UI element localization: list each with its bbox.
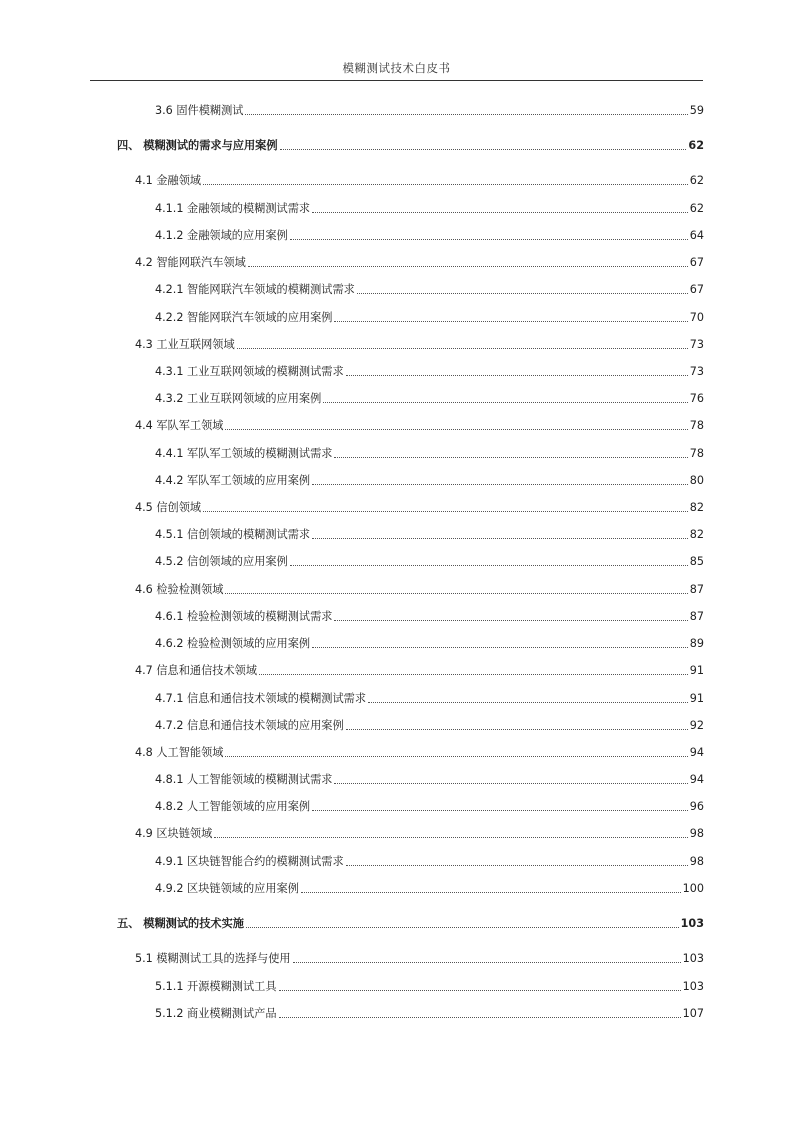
toc-page-number: 92 [689,719,704,732]
toc-page-number: 62 [688,139,704,152]
toc-entry-4-8-2[interactable] [155,798,704,814]
toc-entry-label: 3.6 固件模糊测试 [155,104,244,117]
toc-page-number: 91 [689,664,704,677]
toc-entry-label: 4.1.2 金融领域的应用案例 [155,229,288,242]
toc-entry-4-8[interactable] [135,744,704,760]
toc-entry-4-4-1[interactable] [155,445,704,461]
dot-leader [245,114,687,115]
toc-page-number: 67 [689,256,704,269]
toc-entry-4-2-2[interactable] [155,309,704,325]
toc-entry-label: 4.8 人工智能领域 [135,746,224,759]
toc-entry-5-1[interactable] [135,950,704,966]
toc-page-number: 82 [689,501,704,514]
toc-entry-label: 5.1.2 商业模糊测试产品 [155,1007,277,1020]
dot-leader [290,239,688,240]
toc-entry-label: 4.3 工业互联网领域 [135,338,235,351]
toc-entry-label: 4.3.1 工业互联网领域的模糊测试需求 [155,365,344,378]
toc-entry-label: 4.2 智能网联汽车领域 [135,256,246,269]
toc-page-number: 87 [689,610,704,623]
toc-page-number: 94 [689,773,704,786]
toc-entry-4-7-1[interactable] [155,690,704,706]
toc-page-number: 59 [689,104,704,117]
toc-entry-4-3-1[interactable] [155,363,704,379]
dot-leader [334,783,687,784]
toc-entry-label: 4.4.2 军队军工领域的应用案例 [155,474,311,487]
toc-page-number: 85 [689,555,704,568]
toc-page-number: 89 [689,637,704,650]
toc-entry-label: 4.5 信创领域 [135,501,202,514]
toc-entry-4-6-1[interactable] [155,608,704,624]
toc-entry-label: 4.7.1 信息和通信技术领域的模糊测试需求 [155,692,367,705]
toc-entry-4-2-1[interactable] [155,281,704,297]
toc-entry-label: 4.7 信息和通信技术领域 [135,664,258,677]
dot-leader [237,348,688,349]
toc-entry-label: 4.9.1 区块链智能合约的模糊测试需求 [155,855,344,868]
toc-entry-chapter-5[interactable] [117,915,704,931]
toc-page-number: 107 [682,1007,704,1020]
dot-leader [246,927,679,928]
toc-entry-4-2[interactable] [135,254,704,270]
toc-entry-4-7-2[interactable] [155,717,704,733]
toc-page-number: 100 [682,882,704,895]
toc-page-number: 103 [682,952,704,965]
dot-leader [225,429,687,430]
toc-page-number: 98 [689,855,704,868]
toc-entry-4-8-1[interactable] [155,771,704,787]
toc-page-number: 98 [689,827,704,840]
dot-leader [334,620,687,621]
toc-page-number: 94 [689,746,704,759]
toc-entry-4-4[interactable] [135,417,704,433]
toc-page-number: 103 [682,980,704,993]
toc-entry-5-1-2[interactable] [155,1005,704,1021]
dot-leader [334,457,687,458]
toc-entry-4-7[interactable] [135,662,704,678]
toc-entry-4-9[interactable] [135,825,704,841]
toc-entry-label: 4.6.1 检验检测领域的模糊测试需求 [155,610,333,623]
toc-entry-label: 4.8.2 人工智能领域的应用案例 [155,800,311,813]
dot-leader [323,402,687,403]
toc-entry-4-1-1[interactable] [155,200,704,216]
toc-entry-label: 4.7.2 信息和通信技术领域的应用案例 [155,719,344,732]
dot-leader [312,647,688,648]
toc-page-number: 73 [689,365,704,378]
toc-page-number: 67 [689,283,704,296]
toc-page-number: 70 [689,311,704,324]
dot-leader [334,321,687,322]
toc-entry-label: 4.9.2 区块链领域的应用案例 [155,882,299,895]
dot-leader [279,1017,681,1018]
toc-entry-label: 4.6 检验检测领域 [135,583,224,596]
dot-leader [290,565,688,566]
toc-page-number: 78 [689,447,704,460]
toc-page-number: 73 [689,338,704,351]
toc-page-number: 87 [689,583,704,596]
toc-entry-label: 4.9 区块链领域 [135,827,213,840]
toc-entry-label: 四、 模糊测试的需求与应用案例 [117,139,278,152]
toc-entry-4-3[interactable] [135,336,704,352]
toc-entry-5-1-1[interactable] [155,978,704,994]
toc-entry-4-5[interactable] [135,499,704,515]
toc-entry-4-4-2[interactable] [155,472,704,488]
dot-leader [312,810,688,811]
toc-entry-label: 4.4.1 军队军工领域的模糊测试需求 [155,447,333,460]
toc-entry-4-9-1[interactable] [155,853,704,869]
toc-entry-label: 4.5.1 信创领域的模糊测试需求 [155,528,311,541]
dot-leader [259,674,688,675]
dot-leader [346,729,688,730]
dot-leader [357,293,688,294]
dot-leader [203,511,688,512]
toc-page-number: 76 [689,392,704,405]
dot-leader [346,865,688,866]
dot-leader [346,375,688,376]
toc-entry-label: 五、 模糊测试的技术实施 [117,917,244,930]
dot-leader [301,892,681,893]
toc-entry-4-6[interactable] [135,581,704,597]
toc-page-number: 82 [689,528,704,541]
toc-entry-4-9-2[interactable] [155,880,704,896]
dot-leader [248,266,688,267]
toc-entry-4-1-2[interactable] [155,227,704,243]
dot-leader [279,990,681,991]
toc-entry-chapter-4[interactable] [117,137,704,153]
dot-leader [293,962,681,963]
toc-entry-label: 4.3.2 工业互联网领域的应用案例 [155,392,322,405]
toc-page-number: 64 [689,229,704,242]
toc-entry-label: 4.8.1 人工智能领域的模糊测试需求 [155,773,333,786]
toc-page-number: 78 [689,419,704,432]
toc-entry-label: 4.6.2 检验检测领域的应用案例 [155,637,311,650]
toc-entry-3-6[interactable] [155,102,704,118]
dot-leader [225,593,687,594]
toc-entry-label: 5.1.1 开源模糊测试工具 [155,980,277,993]
toc-entry-4-5-1[interactable] [155,526,704,542]
toc-entry-label: 4.1 金融领域 [135,174,202,187]
toc-page-number: 62 [689,202,704,215]
toc-entry-label: 4.2.2 智能网联汽车领域的应用案例 [155,311,333,324]
toc-entry-label: 4.5.2 信创领域的应用案例 [155,555,288,568]
toc-entry-label: 4.4 军队军工领域 [135,419,224,432]
toc-page-number: 91 [689,692,704,705]
dot-leader [312,484,688,485]
dot-leader [214,837,687,838]
toc-entry-4-3-2[interactable] [155,390,704,406]
dot-leader [312,538,688,539]
dot-leader [280,149,687,150]
toc-entry-4-1[interactable] [135,172,704,188]
toc-entry-label: 4.1.1 金融领域的模糊测试需求 [155,202,311,215]
toc-entry-4-5-2[interactable] [155,553,704,569]
toc-entry-4-6-2[interactable] [155,635,704,651]
dot-leader [203,184,688,185]
dot-leader [312,212,688,213]
toc-page-number: 62 [689,174,704,187]
toc-entry-label: 4.2.1 智能网联汽车领域的模糊测试需求 [155,283,355,296]
document-title: 模糊测试技术白皮书 [342,61,451,75]
toc-page-number: 80 [689,474,704,487]
dot-leader [368,702,688,703]
toc-page-number: 96 [689,800,704,813]
toc-page-number: 103 [680,917,704,930]
toc-entry-label: 5.1 模糊测试工具的选择与使用 [135,952,291,965]
dot-leader [225,756,687,757]
